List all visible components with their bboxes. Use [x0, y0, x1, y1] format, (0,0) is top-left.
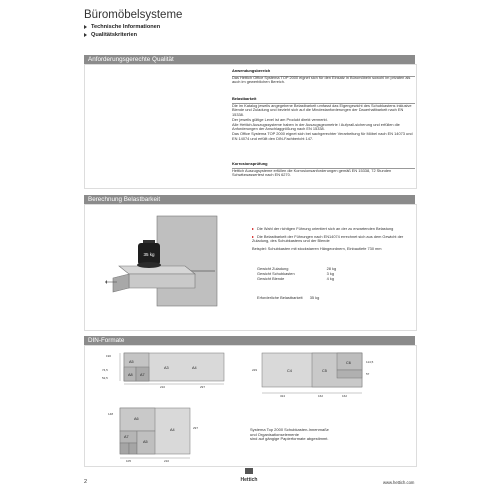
subheading-technical [84, 24, 160, 30]
subheading-technical-label: Technische Informationen [91, 24, 161, 30]
load-text-block [252, 227, 417, 252]
dimension-label: 210 [164, 459, 170, 463]
section-din-header: DIN-Formate [84, 336, 415, 345]
weight-label-cell: Gewicht Blende [257, 275, 285, 281]
quality-heading-load: Belastbarkeit [232, 96, 257, 101]
din-diagram-top-left [100, 349, 230, 389]
page-title: Büromöbelsysteme [84, 9, 183, 21]
cell-label: A5 [129, 360, 134, 364]
quality-paragraph: Der jeweils gültige Level ist am Produkt direkt vermerkt. [232, 116, 328, 122]
total-value: 35 kg [309, 295, 320, 300]
dimension-label: 105 [126, 459, 132, 463]
dimension-label: 324 [280, 394, 286, 398]
svg-text:Hettich: Hettich [240, 477, 258, 482]
quality-paragraph: Die im Katalog jeweils angegebene Belastbarkeit umfasst das Eigengewicht des Schubkastens inklusive Blende und Zuladung und bezieht sich auf die Mindestanforderungen der Dauerhaltbarkeit nach EN 15338. [232, 102, 412, 118]
page-number: 2 [84, 479, 88, 485]
weights-table [257, 267, 340, 282]
dimension-label: 74,5 [102, 368, 108, 372]
section-load-header: Berechnung Belastbarkeit [84, 195, 415, 204]
din-caption-line-3: sind auf gängige Papierformate abgestimmt. [250, 436, 329, 442]
cell-label: A5 [143, 440, 148, 444]
weight-label: 35 kg [143, 252, 155, 257]
triangle-icon [84, 25, 87, 29]
cell-label: A6 [134, 417, 139, 421]
cell-label: A8 [128, 373, 133, 377]
triangle-icon [84, 33, 87, 37]
bullet-icon [252, 236, 254, 238]
load-example: Beispiel: Schubkasten mit stockstarren Hängeordnern, Einbautiefe 730 mm [252, 246, 382, 252]
hettich-logo [234, 468, 264, 482]
quality-heading-application: Anwendungsbereich [232, 68, 271, 73]
quality-heading-corrosion: Korrosionsprüfung [232, 161, 268, 166]
din-diagram-top-right [250, 349, 385, 399]
din-diagram-bottom-left [106, 405, 206, 463]
dimension-label: 114,5 [366, 360, 374, 364]
quality-paragraph: Das Office Systema TOP 2000 eignet sich bei sachgerechter Verarbeitung für Möbel nach EN 14073 und EN 14074 und erfüllt den DIN-Fachbericht 147. [232, 130, 413, 141]
subheading-quality [84, 32, 137, 38]
dimension-label: 52,5 [102, 376, 108, 380]
weights-total [257, 296, 319, 301]
cell-label: C6 [346, 361, 351, 365]
dimension-label: 57 [366, 372, 370, 376]
bullet-icon [252, 228, 254, 230]
din-caption [250, 428, 390, 442]
cell-label: A3 [164, 366, 169, 370]
cell-label: A4 [170, 428, 175, 432]
din-caption-line-1: Systema Top 2000 Schubkasten-Innenmaße [250, 427, 329, 432]
dimension-label: 297 [193, 426, 199, 430]
dimension-label: 229 [252, 368, 258, 372]
quality-paragraph: Hettich Auszugsysteme erfüllen die Korrosionsanforderungen gemäß EN 15338, 72 Stunden Schwitzwassertest nach EN 6270. [232, 167, 392, 178]
quality-text-block [232, 97, 415, 141]
cell-label: A7 [140, 373, 145, 377]
din-caption-line-2: und Organisationselemente [250, 431, 299, 437]
load-bullet-1: Die Wahl der richtigen Führung orientiert sich an der zu erwartenden Belastung [257, 226, 394, 231]
footer-url: www.hettich.com [383, 480, 415, 485]
quality-text-block [232, 162, 415, 178]
weight-label-cell: Gewicht Schubkasten [257, 270, 295, 276]
weights-row [257, 277, 340, 282]
quality-paragraph: Das Hettich Office Systema TOP 2000 eignet sich für den Einsatz in Büromöbeln sowohl im privaten als auch im gewerblichen Bereich. [232, 74, 411, 85]
dimension-label: 190 [106, 354, 112, 358]
cell-label: A4 [192, 366, 197, 370]
dimension-label: 297 [200, 385, 206, 389]
quality-text-block [232, 69, 415, 85]
weight-label-cell: Gewicht Zuladung [257, 266, 289, 271]
quality-paragraph: Alle Hettich Auszugssysteme haben in der Auszugsgeometrie / Aufprall-sicherung und erfüllen die Anforderungen der Anschlaggrößung nach EN 15338. [232, 121, 400, 132]
load-bullet-2: Die Belastbarkeit der Führungen nach EN14074 errechnet sich aus dem Gewicht der Zuladung, des Schubkastens und der Blende [252, 233, 404, 244]
weight-value-cell: 28 kg [326, 266, 337, 271]
cell-label: C4 [287, 369, 292, 373]
drawer-load-illustration [105, 212, 225, 314]
dimension-label: 148 [108, 412, 114, 416]
cell-label: A7 [124, 435, 129, 439]
weight-value-cell: 3 kg [326, 270, 334, 276]
subheading-quality-label: Qualitätskriterien [91, 32, 138, 38]
cell-label: C5 [322, 369, 327, 373]
weight-value-cell: 4 kg [326, 275, 334, 281]
section-quality-header: Anforderungsgerechte Qualität [84, 55, 415, 64]
dimension-label: 162 [318, 394, 324, 398]
dimension-label: 162 [342, 394, 348, 398]
dimension-label: 210 [160, 385, 166, 389]
total-label: Erforderliche Belastbarkeit [257, 295, 303, 300]
